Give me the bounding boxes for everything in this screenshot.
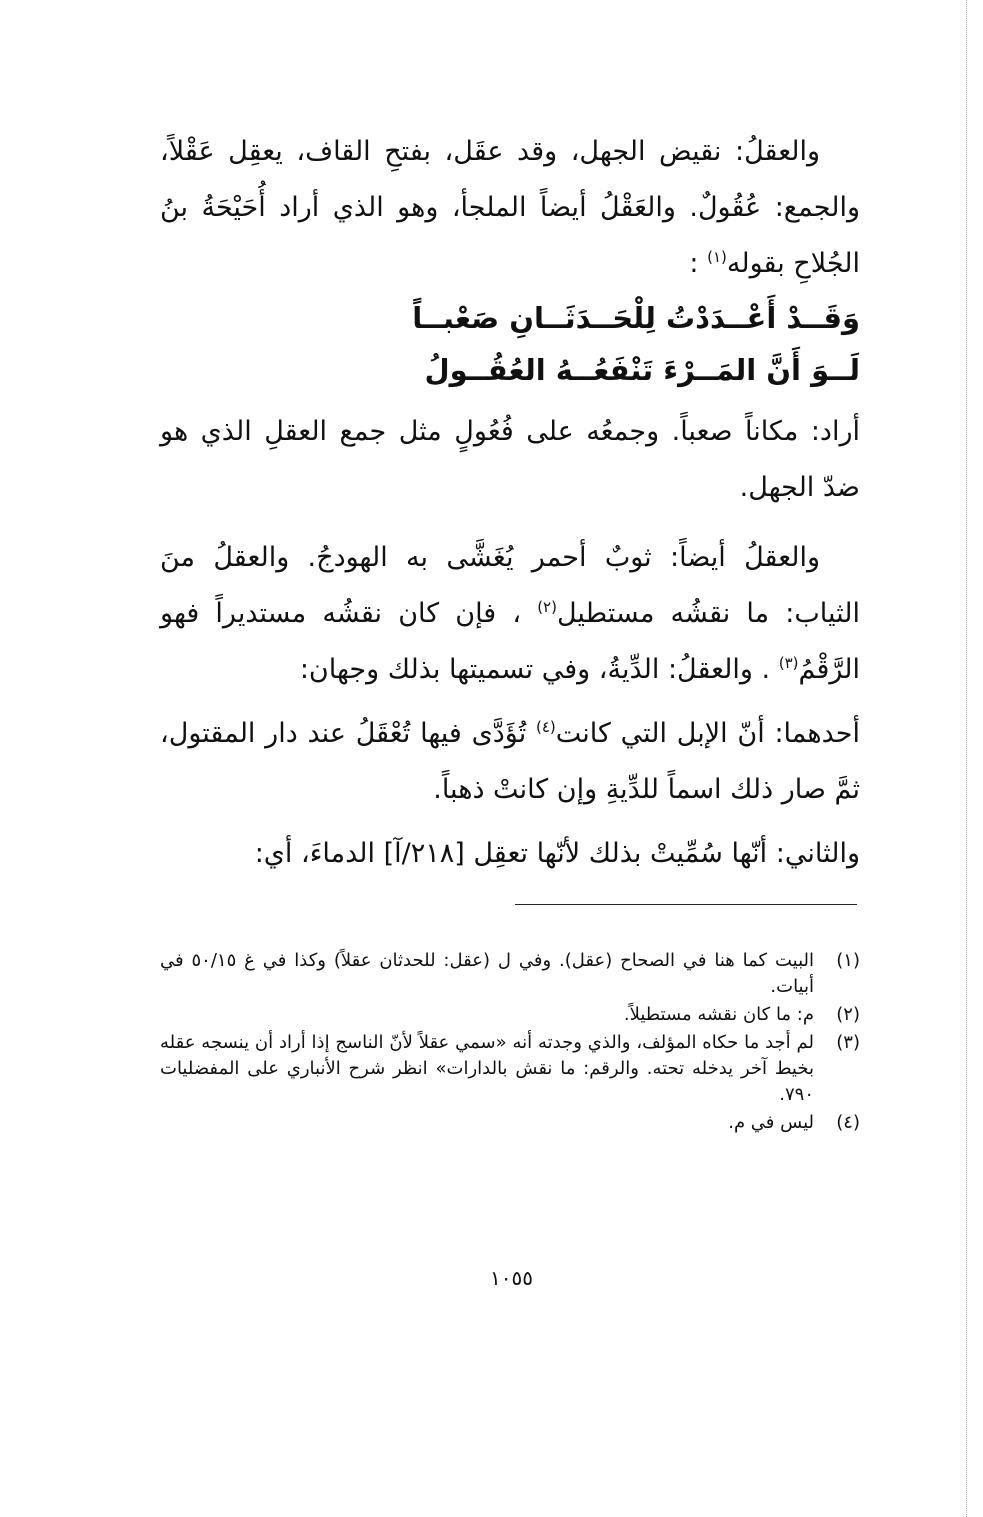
footnote-ref-2: (٢) <box>537 598 557 616</box>
paragraph-3 <box>160 530 860 698</box>
verse-line-2: لَــوَ أَنَّ المَــرْءَ تَنْفَعُــهُ العُقُــولُ <box>424 353 860 387</box>
page-number: ١٠٥٥ <box>490 1266 533 1290</box>
footnote-text: لم أجد ما حكاه المؤلف، والذي وجدته أنه «سمي عقلاً لأنّ الناسج إذا أراد أن ينسجه عقله بخيط آخر يدخله تحته. والرقم: ما نقش بالدارات» انظر شرح الأنباري على المفضليات ٧٩٠. <box>160 1032 814 1105</box>
main-text <box>160 124 860 882</box>
paragraph-4-text-a: أحدهما: أنّ الإبل التي كانت <box>555 718 861 749</box>
paragraph-3-text-b: ، فإن كان نقشُه مستديراً فهو الرَّقْمُ <box>160 598 860 685</box>
footnote-number: (٢) <box>836 1004 860 1025</box>
footnotes <box>160 948 860 1138</box>
paragraph-3-text-a: والعقلُ أيضاً: ثوبٌ أحمر يُغَشَّى به الهودجُ. والعقلُ منَ الثياب: ما نقشُه مستطيل <box>160 542 860 629</box>
paragraph-5: والثاني: أنّها سُمِّيتْ بذلك لأنّها تعقِل [٢١٨/آ] الدماءَ، أي: <box>254 838 860 869</box>
paragraph-2: أراد: مكاناً صعباً. وجمعُه على فُعُولٍ مثل جمع العقلِ الذي هو ضدّ الجهل. <box>160 416 860 503</box>
footnote-number: (٤) <box>836 1112 860 1133</box>
paragraph-1-text: والعقلُ: نقيض الجهل، وقد عقَل، بفتحِ القاف، يعقِل عَقْلاً، والجمع: عُقُولٌ. والعَقْلُ أيضاً الملجأ، وهو الذي أراد أُحَيْحَةُ بنُ الجُلاحِ بقوله <box>160 136 860 279</box>
paragraph-4 <box>160 706 860 818</box>
footnote-text: البيت كما هنا في الصحاح (عقل). وفي ل (عقل: للحدثان عقلاً) وكذا في غ ٥٠/١٥ في أبيات. <box>160 950 814 997</box>
footnote-ref-4: (٤) <box>535 718 556 736</box>
footnote-2 <box>160 1002 860 1028</box>
footnote-number: (١) <box>836 950 860 971</box>
footnote-text: م: ما كان نقشه مستطيلاً. <box>623 1004 814 1025</box>
footnote-3 <box>160 1030 860 1108</box>
footnote-ref-1: (١) <box>707 248 727 266</box>
paragraph-1-end: : <box>689 248 708 279</box>
paragraph-1 <box>160 124 860 292</box>
footnote-text: ليس في م. <box>728 1112 814 1133</box>
footnote-number: (٣) <box>836 1032 860 1053</box>
footnote-separator <box>515 904 857 905</box>
footnote-1 <box>160 948 860 1000</box>
paragraph-3-text-c: . والعقلُ: الدِّيةُ، وفي تسميتها بذلك وجهان: <box>299 654 779 685</box>
footnote-ref-3: (٣) <box>778 654 799 672</box>
verse-line-1: وَقَــدْ أَعْــدَدْتُ لِلْحَــدَثَــانِ صَعْبــاً <box>412 301 860 335</box>
paragraph-4-text-b: تُؤَدَّى فيها تُعْقَلُ عند دار المقتول، ثمَّ صار ذلك اسماً للدِّيةِ وإن كانتْ ذهباً. <box>160 718 860 805</box>
footnote-4 <box>160 1110 860 1136</box>
